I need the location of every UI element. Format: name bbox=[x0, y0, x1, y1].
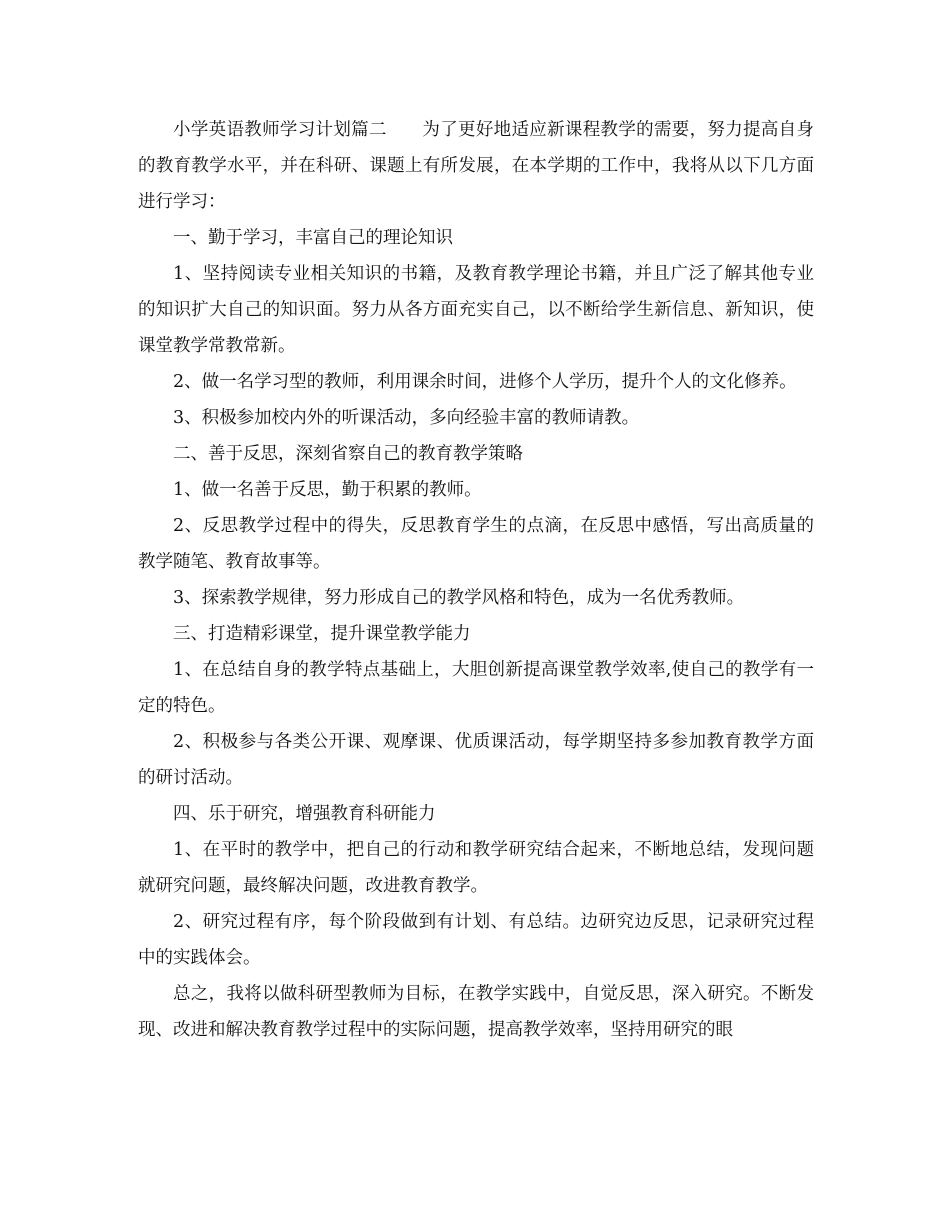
section-1-item-2: 2、做一名学习型的教师，利用课余时间，进修个人学历，提升个人的文化修养。 bbox=[173, 372, 797, 392]
intro-paragraph: 小学英语教师学习计划篇二 为了更好地适应新课程教学的需要，努力提高自身的教育教学水平，并在科研、课题上有所发展，在本学期的工作中，我将从以下几方面进行学习： bbox=[138, 120, 814, 212]
section-1-item-3: 3、积极参加校内外的听课活动，多向经验丰富的教师请教。 bbox=[173, 408, 640, 428]
conclusion-paragraph: 总之，我将以做科研型教师为目标，在教学实践中，自觉反思，深入研究。不断发现、改进和解决教育教学过程中的实际问题，提高教学效率，坚持用研究的眼 bbox=[138, 984, 814, 1040]
section-heading-3: 三、打造精彩课堂，提升课堂教学能力 bbox=[173, 624, 471, 644]
section-2-item-2: 2、反思教学过程中的得失，反思教育学生的点滴，在反思中感悟，写出高质量的教学随笔、教育故事等。 bbox=[138, 516, 814, 572]
section-4-item-2: 2、研究过程有序，每个阶段做到有计划、有总结。边研究边反思，记录研究过程中的实践体会。 bbox=[138, 912, 814, 968]
document-body bbox=[138, 112, 814, 1048]
section-heading-1: 一、勤于学习，丰富自己的理论知识 bbox=[173, 228, 453, 248]
section-2-item-3: 3、探索教学规律，努力形成自己的教学风格和特色，成为一名优秀教师。 bbox=[173, 588, 745, 608]
section-4-item-1: 1、在平时的教学中，把自己的行动和教学研究结合起来，不断地总结，发现问题就研究问题，最终解决问题，改进教育教学。 bbox=[138, 840, 814, 896]
section-1-item-1: 1、坚持阅读专业相关知识的书籍，及教育教学理论书籍，并且广泛了解其他专业的知识扩大自己的知识面。努力从各方面充实自己，以不断给学生新信息、新知识，使课堂教学常教常新。 bbox=[138, 264, 814, 356]
section-2-item-1: 1、做一名善于反思，勤于积累的教师。 bbox=[173, 480, 482, 500]
section-3-item-2: 2、积极参与各类公开课、观摩课、优质课活动，每学期坚持多参加教育教学方面的研讨活动。 bbox=[138, 732, 814, 788]
section-heading-2: 二、善于反思，深刻省察自己的教育教学策略 bbox=[173, 444, 523, 464]
section-heading-4: 四、乐于研究，增强教育科研能力 bbox=[173, 804, 436, 824]
section-3-item-1: 1、在总结自身的教学特点基础上，大胆创新提高课堂教学效率,使自己的教学有一定的特色。 bbox=[138, 660, 814, 716]
